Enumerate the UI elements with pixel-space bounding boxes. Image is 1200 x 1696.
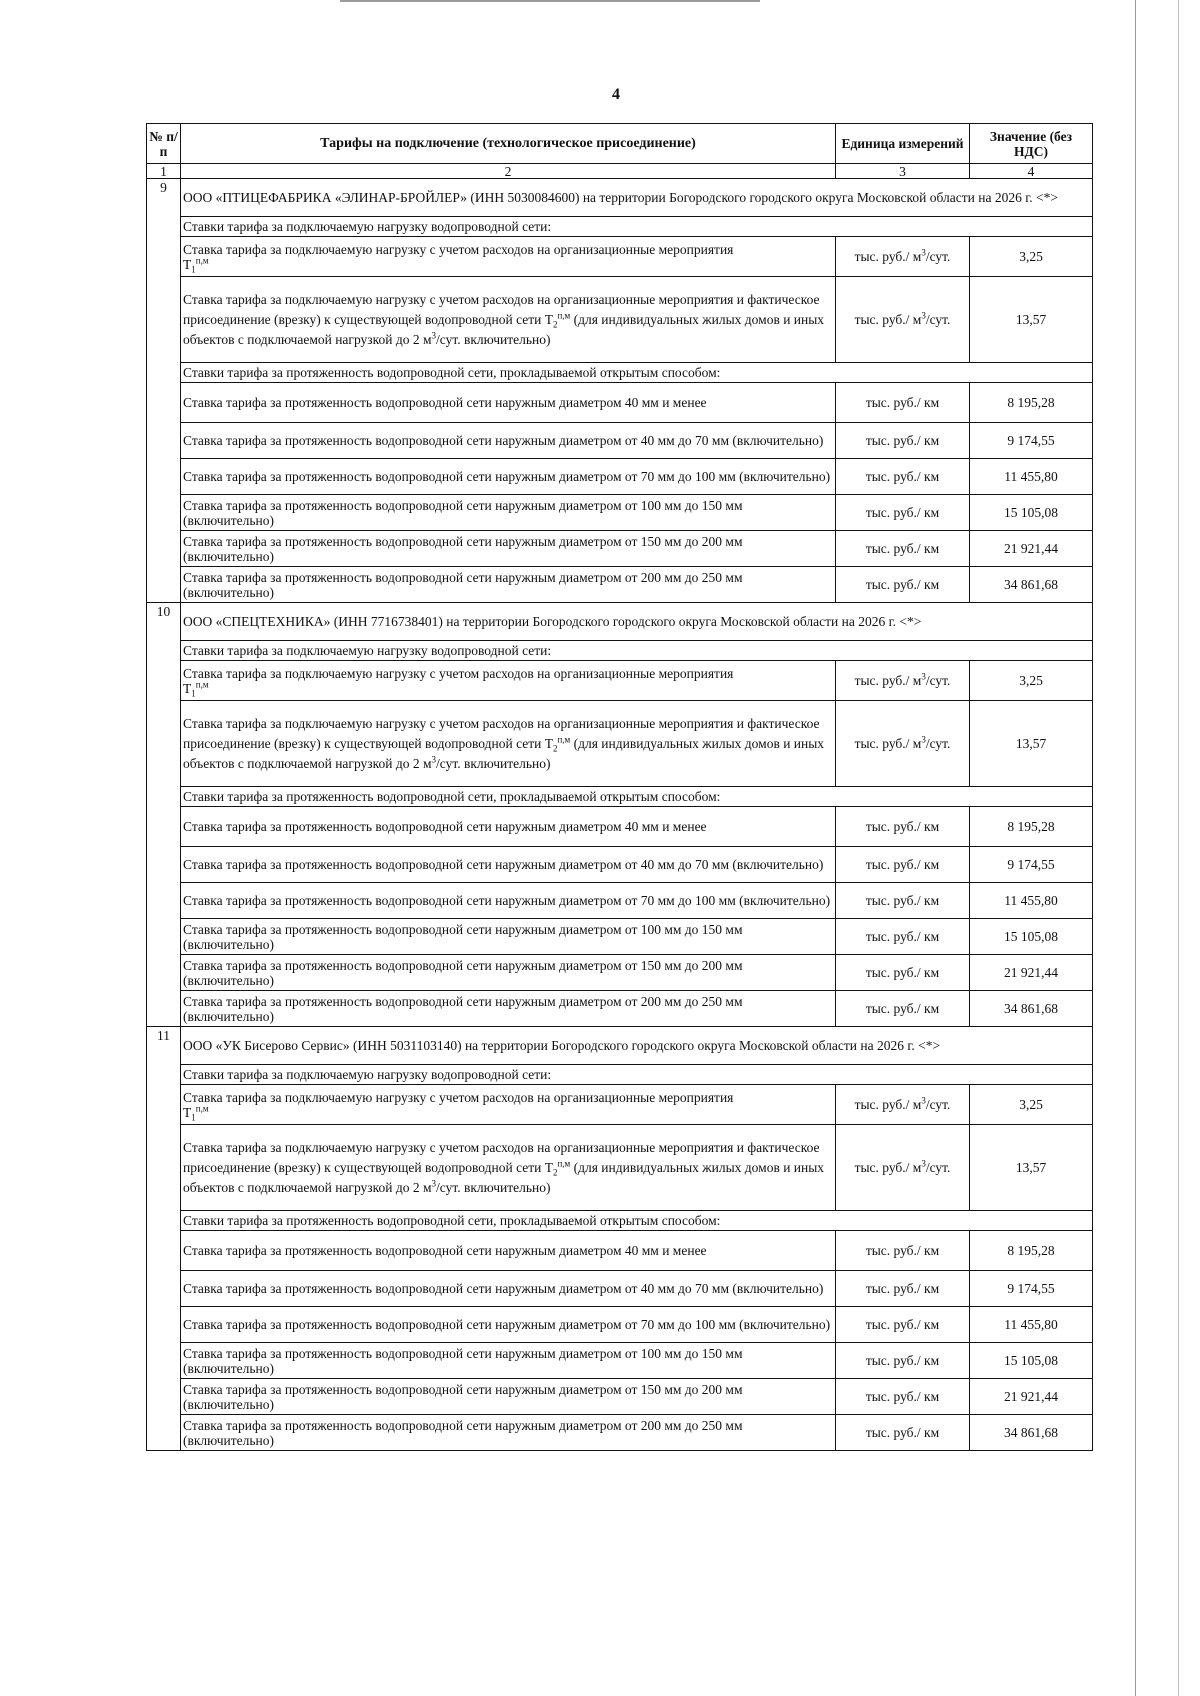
unit-text: тыс. руб./ м <box>854 736 922 751</box>
tariff-row-length <box>147 423 1093 459</box>
tariff-t2-text-c: /сут. включительно) <box>436 755 551 771</box>
length-tariff-description: Ставка тарифа за протяженность водопроводной сети наружным диаметром от 100 мм до 150 мм (включительно) <box>181 1343 836 1379</box>
length-tariff-description: Ставка тарифа за протяженность водопроводной сети наружным диаметром от 150 мм до 200 мм (включительно) <box>181 531 836 567</box>
tariff-t2-value: 13,57 <box>970 1125 1093 1211</box>
tariff-row-length <box>147 807 1093 847</box>
tariff-t2-superscript: п,м <box>557 734 571 744</box>
length-tariff-description: Ставка тарифа за протяженность водопроводной сети наружным диаметром от 150 мм до 200 мм (включительно) <box>181 955 836 991</box>
tariff-t1-text: Ставка тарифа за подключаемую нагрузку с учетом расходов на организационные мероприятия <box>183 1089 734 1105</box>
tariff-row-t1 <box>147 237 1093 277</box>
tariff-t1-index: 1 <box>191 688 196 699</box>
tariff-t1-symbol: T <box>183 256 192 272</box>
column-numbers-row <box>147 164 1093 179</box>
tariff-t1-unit <box>836 1085 970 1125</box>
tariff-t2-description <box>181 701 836 787</box>
length-tariff-description: Ставка тарифа за протяженность водопроводной сети наружным диаметром от 70 мм до 100 мм (включительно) <box>181 883 836 919</box>
tariff-row-length <box>147 567 1093 603</box>
length-tariff-value: 34 861,68 <box>970 567 1093 603</box>
tariff-t1-text: Ставка тарифа за подключаемую нагрузку с учетом расходов на организационные мероприятия <box>183 241 734 257</box>
tariff-t2-cube: 3 <box>431 1178 437 1188</box>
length-tariff-description: Ставка тарифа за протяженность водопроводной сети наружным диаметром от 70 мм до 100 мм (включительно) <box>181 1307 836 1343</box>
tariff-t1-value: 3,25 <box>970 237 1093 277</box>
tariff-t2-index: 2 <box>552 319 558 330</box>
length-tariff-description: Ставка тарифа за протяженность водопроводной сети наружным диаметром от 200 мм до 250 мм (включительно) <box>181 1415 836 1451</box>
tariff-row-t2 <box>147 1125 1093 1211</box>
organization-title: ООО «ПТИЦЕФАБРИКА «ЭЛИНАР-БРОЙЛЕР» (ИНН 5030084600) на территории Богородского городского округа Московской области на 2026 г. <*> <box>181 179 1093 217</box>
unit-text: тыс. руб./ м <box>854 1160 922 1175</box>
tariff-row-length <box>147 1231 1093 1271</box>
length-tariff-value: 11 455,80 <box>970 459 1093 495</box>
tariff-row-length <box>147 955 1093 991</box>
length-tariff-unit: тыс. руб./ км <box>836 383 970 423</box>
column-number-4: 4 <box>970 164 1093 179</box>
length-tariff-unit: тыс. руб./ км <box>836 1379 970 1415</box>
unit-text: тыс. руб./ м <box>854 312 922 327</box>
tariff-t2-value: 13,57 <box>970 701 1093 787</box>
length-tariff-unit: тыс. руб./ км <box>836 495 970 531</box>
scan-edge-line-top <box>340 0 760 2</box>
tariff-t1-description <box>181 661 836 701</box>
length-tariff-description: Ставка тарифа за протяженность водопроводной сети наружным диаметром от 200 мм до 250 мм (включительно) <box>181 991 836 1027</box>
tariff-row-t2 <box>147 277 1093 363</box>
unit-per-day: /сут. <box>925 1097 951 1112</box>
length-tariff-unit: тыс. руб./ км <box>836 1271 970 1307</box>
tariff-row-length <box>147 1307 1093 1343</box>
tariff-t1-superscript: п,м <box>195 1103 209 1113</box>
header-number: № п/п <box>147 124 181 164</box>
length-tariff-value: 15 105,08 <box>970 495 1093 531</box>
length-tariff-description: Ставка тарифа за протяженность водопроводной сети наружным диаметром 40 мм и менее <box>181 383 836 423</box>
tariff-t2-index: 2 <box>552 743 558 754</box>
unit-cube-superscript: 3 <box>921 247 926 258</box>
organization-row <box>147 603 1093 641</box>
length-tariff-description: Ставка тарифа за протяженность водопроводной сети наружным диаметром от 200 мм до 250 мм (включительно) <box>181 567 836 603</box>
table-header-row <box>147 124 1093 164</box>
length-tariff-value: 21 921,44 <box>970 531 1093 567</box>
row-number: 9 <box>147 179 181 603</box>
column-number-3: 3 <box>836 164 970 179</box>
length-tariff-unit: тыс. руб./ км <box>836 423 970 459</box>
tariff-t2-unit <box>836 277 970 363</box>
tariff-t1-symbol: T <box>183 680 192 696</box>
length-tariff-value: 34 861,68 <box>970 991 1093 1027</box>
section-row-length <box>147 787 1093 807</box>
length-tariff-value: 8 195,28 <box>970 383 1093 423</box>
tariff-t2-text-b: (для индивидуальных жилых домов и иных объектов с подключаемой нагрузкой до 2 м <box>183 311 825 347</box>
tariff-row-length <box>147 847 1093 883</box>
unit-cube-superscript: 3 <box>921 1095 926 1106</box>
section-row-length <box>147 1211 1093 1231</box>
unit-text: тыс. руб./ м <box>854 249 922 264</box>
length-tariff-description: Ставка тарифа за протяженность водопроводной сети наружным диаметром от 100 мм до 150 мм (включительно) <box>181 495 836 531</box>
length-tariff-value: 9 174,55 <box>970 1271 1093 1307</box>
tariff-row-length <box>147 383 1093 423</box>
tariff-t2-text-b: (для индивидуальных жилых домов и иных объектов с подключаемой нагрузкой до 2 м <box>183 735 825 771</box>
tariff-t2-unit <box>836 1125 970 1211</box>
unit-cube-superscript: 3 <box>921 734 926 745</box>
tariff-t2-index: 2 <box>552 1167 558 1178</box>
tariff-t2-cube: 3 <box>431 754 437 764</box>
section-row-load <box>147 1065 1093 1085</box>
tariff-t1-symbol: T <box>183 1104 192 1120</box>
length-tariff-value: 9 174,55 <box>970 847 1093 883</box>
length-tariff-value: 11 455,80 <box>970 883 1093 919</box>
tariff-t2-text-c: /сут. включительно) <box>436 331 551 347</box>
tariff-t1-unit <box>836 237 970 277</box>
length-tariff-unit: тыс. руб./ км <box>836 955 970 991</box>
tariff-t2-text-b: (для индивидуальных жилых домов и иных объектов с подключаемой нагрузкой до 2 м <box>183 1159 825 1195</box>
section-row-length <box>147 363 1093 383</box>
tariff-t1-index: 1 <box>191 264 196 275</box>
header-tariffs: Тарифы на подключение (технологическое присоединение) <box>181 124 836 164</box>
tariff-row-length <box>147 883 1093 919</box>
length-tariff-value: 11 455,80 <box>970 1307 1093 1343</box>
unit-text: тыс. руб./ м <box>854 673 922 688</box>
unit-cube-superscript: 3 <box>921 671 926 682</box>
section-row-load <box>147 217 1093 237</box>
length-tariff-unit: тыс. руб./ км <box>836 807 970 847</box>
tariff-t2-cube: 3 <box>431 330 437 340</box>
length-tariff-description: Ставка тарифа за протяженность водопроводной сети наружным диаметром от 100 мм до 150 мм (включительно) <box>181 919 836 955</box>
tariff-t1-value: 3,25 <box>970 661 1093 701</box>
tariff-row-length <box>147 919 1093 955</box>
section-heading-length: Ставки тарифа за протяженность водопроводной сети, прокладываемой открытым способом: <box>181 363 1093 383</box>
row-number: 11 <box>147 1027 181 1451</box>
organization-row <box>147 179 1093 217</box>
length-tariff-value: 21 921,44 <box>970 955 1093 991</box>
tariff-t1-value: 3,25 <box>970 1085 1093 1125</box>
tariff-t1-description <box>181 1085 836 1125</box>
tariff-row-length <box>147 1343 1093 1379</box>
tariff-t2-text-c: /сут. включительно) <box>436 1179 551 1195</box>
section-heading-length: Ставки тарифа за протяженность водопроводной сети, прокладываемой открытым способом: <box>181 1211 1093 1231</box>
tariff-t1-text: Ставка тарифа за подключаемую нагрузку с учетом расходов на организационные мероприятия <box>183 665 734 681</box>
unit-cube-superscript: 3 <box>921 1158 926 1169</box>
length-tariff-value: 15 105,08 <box>970 919 1093 955</box>
length-tariff-unit: тыс. руб./ км <box>836 459 970 495</box>
length-tariff-value: 8 195,28 <box>970 807 1093 847</box>
length-tariff-unit: тыс. руб./ км <box>836 1231 970 1271</box>
length-tariff-unit: тыс. руб./ км <box>836 919 970 955</box>
section-row-load <box>147 641 1093 661</box>
length-tariff-unit: тыс. руб./ км <box>836 1415 970 1451</box>
length-tariff-description: Ставка тарифа за протяженность водопроводной сети наружным диаметром 40 мм и менее <box>181 807 836 847</box>
section-heading-load: Ставки тарифа за подключаемую нагрузку водопроводной сети: <box>181 217 1093 237</box>
unit-per-day: /сут. <box>925 312 951 327</box>
tariff-row-t1 <box>147 1085 1093 1125</box>
tariff-row-length <box>147 531 1093 567</box>
scan-edge-line-right <box>1135 0 1136 1696</box>
tariff-t1-description <box>181 237 836 277</box>
column-number-2: 2 <box>181 164 836 179</box>
scan-edge-line-right-2 <box>1178 0 1179 1696</box>
organization-title: ООО «СПЕЦТЕХНИКА» (ИНН 7716738401) на территории Богородского городского округа Московской области на 2026 г. <*> <box>181 603 1093 641</box>
tariff-row-length <box>147 1271 1093 1307</box>
length-tariff-description: Ставка тарифа за протяженность водопроводной сети наружным диаметром от 40 мм до 70 мм (включительно) <box>181 1271 836 1307</box>
length-tariff-value: 9 174,55 <box>970 423 1093 459</box>
unit-per-day: /сут. <box>925 249 951 264</box>
length-tariff-unit: тыс. руб./ км <box>836 1307 970 1343</box>
tariff-t2-value: 13,57 <box>970 277 1093 363</box>
length-tariff-description: Ставка тарифа за протяженность водопроводной сети наружным диаметром от 150 мм до 200 мм (включительно) <box>181 1379 836 1415</box>
tariff-row-length <box>147 1379 1093 1415</box>
length-tariff-unit: тыс. руб./ км <box>836 567 970 603</box>
unit-per-day: /сут. <box>925 1160 951 1175</box>
length-tariff-description: Ставка тарифа за протяженность водопроводной сети наружным диаметром от 40 мм до 70 мм (включительно) <box>181 847 836 883</box>
tariff-t2-description <box>181 1125 836 1211</box>
unit-per-day: /сут. <box>925 736 951 751</box>
length-tariff-unit: тыс. руб./ км <box>836 531 970 567</box>
header-value: Значение (без НДС) <box>970 124 1093 164</box>
row-number: 10 <box>147 603 181 1027</box>
length-tariff-unit: тыс. руб./ км <box>836 1343 970 1379</box>
tariff-t2-text-a: Ставка тарифа за подключаемую нагрузку с учетом расходов на организационные мероприятия и фактическое присоединение (врезку) к существующей водопроводной сети T <box>183 1139 820 1175</box>
tariff-row-length <box>147 1415 1093 1451</box>
tariff-row-length <box>147 495 1093 531</box>
unit-text: тыс. руб./ м <box>854 1097 922 1112</box>
tariff-t2-superscript: п,м <box>557 1158 571 1168</box>
unit-per-day: /сут. <box>925 673 951 688</box>
length-tariff-unit: тыс. руб./ км <box>836 991 970 1027</box>
organization-row <box>147 1027 1093 1065</box>
length-tariff-description: Ставка тарифа за протяженность водопроводной сети наружным диаметром 40 мм и менее <box>181 1231 836 1271</box>
tariff-t1-index: 1 <box>191 1112 196 1123</box>
tariff-row-t2 <box>147 701 1093 787</box>
column-number-1: 1 <box>147 164 181 179</box>
header-unit: Единица измерений <box>836 124 970 164</box>
length-tariff-value: 21 921,44 <box>970 1379 1093 1415</box>
tariff-row-t1 <box>147 661 1093 701</box>
length-tariff-description: Ставка тарифа за протяженность водопроводной сети наружным диаметром от 40 мм до 70 мм (включительно) <box>181 423 836 459</box>
tariff-row-length <box>147 459 1093 495</box>
tariff-t2-superscript: п,м <box>557 310 571 320</box>
section-heading-load: Ставки тарифа за подключаемую нагрузку водопроводной сети: <box>181 1065 1093 1085</box>
length-tariff-value: 8 195,28 <box>970 1231 1093 1271</box>
tariff-t2-description <box>181 277 836 363</box>
length-tariff-value: 34 861,68 <box>970 1415 1093 1451</box>
tariff-t1-superscript: п,м <box>195 679 209 689</box>
page-number: 4 <box>612 86 620 103</box>
length-tariff-value: 15 105,08 <box>970 1343 1093 1379</box>
tariff-t1-superscript: п,м <box>195 255 209 265</box>
tariff-t1-unit <box>836 661 970 701</box>
length-tariff-unit: тыс. руб./ км <box>836 883 970 919</box>
organization-title: ООО «УК Бисерово Сервис» (ИНН 5031103140) на территории Богородского городского округа Московской области на 2026 г. <*> <box>181 1027 1093 1065</box>
tariff-t2-text-a: Ставка тарифа за подключаемую нагрузку с учетом расходов на организационные мероприятия и фактическое присоединение (врезку) к существующей водопроводной сети T <box>183 715 820 751</box>
length-tariff-unit: тыс. руб./ км <box>836 847 970 883</box>
tariff-row-length <box>147 991 1093 1027</box>
tariff-t2-unit <box>836 701 970 787</box>
unit-cube-superscript: 3 <box>921 310 926 321</box>
tariff-t2-text-a: Ставка тарифа за подключаемую нагрузку с учетом расходов на организационные мероприятия и фактическое присоединение (врезку) к существующей водопроводной сети T <box>183 291 820 327</box>
tariff-table <box>146 123 1093 1451</box>
section-heading-length: Ставки тарифа за протяженность водопроводной сети, прокладываемой открытым способом: <box>181 787 1093 807</box>
length-tariff-description: Ставка тарифа за протяженность водопроводной сети наружным диаметром от 70 мм до 100 мм (включительно) <box>181 459 836 495</box>
section-heading-load: Ставки тарифа за подключаемую нагрузку водопроводной сети: <box>181 641 1093 661</box>
